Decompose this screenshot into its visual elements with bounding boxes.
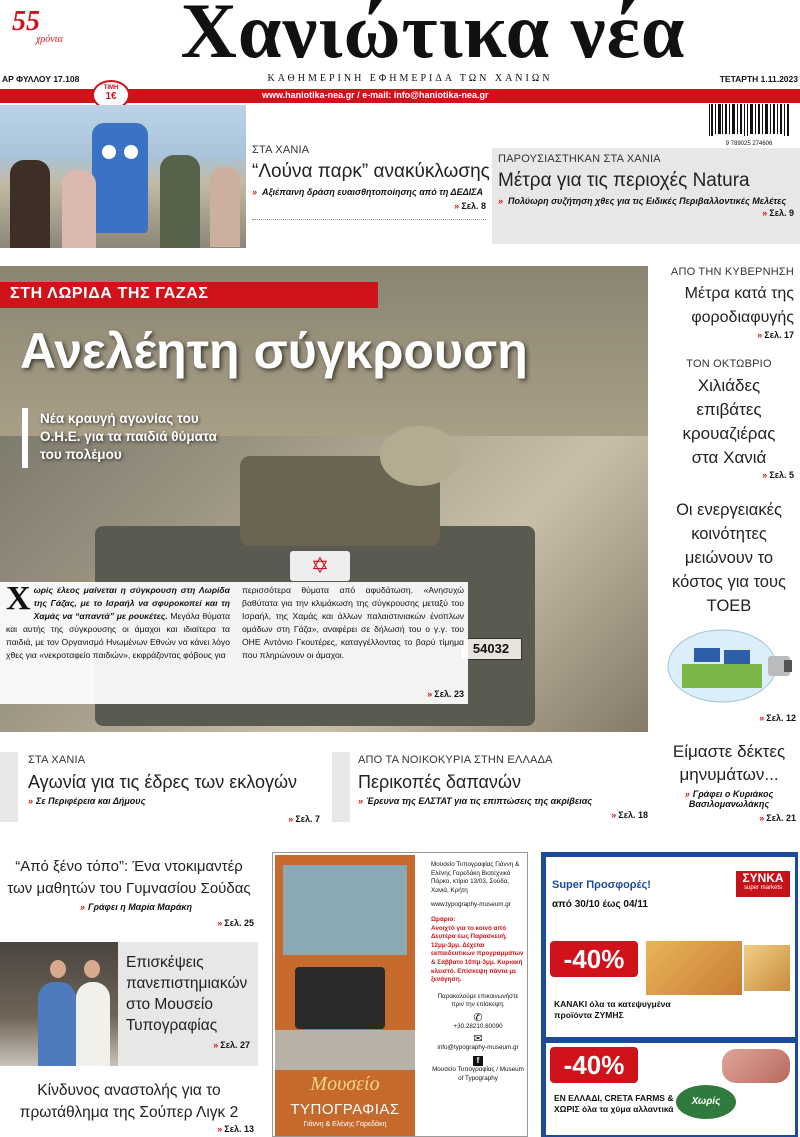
person-head bbox=[84, 960, 100, 978]
contact-line[interactable]: www.haniotika-nea.gr / e-mail: info@haniotika-nea.gr bbox=[262, 90, 489, 100]
story-sub bbox=[358, 796, 648, 806]
offer-text: ΕΝ ΕΛΛΑΔΙ, CRETA FARMS & ΧΩΡΙΣ όλα τα χύμα αλλαντικά bbox=[554, 1093, 674, 1114]
museum-address: Μουσείο Τυπογραφίας Γιάννη & Ελένης Γαρεδάκη Βιοτεχνικό Πάρκο, κτίριο 13/03, Σούδα, Χανιά, Κρήτη bbox=[431, 861, 520, 894]
price-value: 1€ bbox=[105, 91, 117, 102]
story-sub-text: Έρευνα της ΕΛΣΤΑΤ για τις επιπτώσεις της ακρίβειας bbox=[366, 796, 593, 806]
story-sub-text: Αξιέπαινη δράση ευαισθητοποίησης από τη ΔΕΔΙΣΑ bbox=[262, 187, 483, 197]
synka-dates: από 30/10 έως 04/11 bbox=[552, 899, 648, 910]
arrow-icon: » bbox=[252, 187, 258, 197]
story-headline[interactable]: “Από ξένο τόπο”: Ένα ντοκιμαντέρ των μαθητών του Γυμνασίου Σούδας bbox=[7, 858, 251, 897]
page-ref-text: Σελ. 13 bbox=[224, 1124, 254, 1134]
story-headline[interactable]: Είμαστε δέκτες μηνυμάτων... bbox=[672, 742, 786, 784]
lightbulb-illustration bbox=[664, 626, 794, 706]
person-silhouette bbox=[76, 982, 110, 1066]
page-ref-text: Σελ. 7 bbox=[295, 814, 320, 824]
story-kicker: ΠΑΡΟΥΣΙΑΣΤΗΚΑΝ ΣΤΑ ΧΑΝΙΑ bbox=[498, 153, 661, 165]
anniversary-logo bbox=[8, 4, 78, 54]
synka-ad[interactable] bbox=[541, 852, 798, 1137]
anniversary-number: 55 bbox=[12, 6, 40, 37]
museum-hours: Ανοιχτό για το κοινό από Δευτέρα έως Παρασκευή, 12μμ-3μμ. Δέχεται εκπαιδευτικών προγραμμάτων & Σάββατο 10πμ-3μμ. Κυριακή κλειστό. Επίσκεψη πάντα με ξενάγηση. bbox=[431, 924, 524, 984]
person-silhouette bbox=[38, 982, 76, 1066]
museum-ad-info bbox=[431, 861, 525, 1083]
lead-kicker-bar bbox=[0, 282, 378, 308]
story-kicker: ΣΤΑ ΧΑΝΙΑ bbox=[28, 754, 86, 766]
story-sub bbox=[4, 902, 254, 912]
page-ref[interactable] bbox=[662, 813, 796, 823]
divider bbox=[252, 219, 486, 220]
top-left-photo bbox=[0, 105, 246, 248]
story-kicker: ΤΟΝ ΟΚΤΩΒΡΙΟ bbox=[686, 358, 772, 370]
bottom-story-3[interactable] bbox=[4, 1080, 254, 1134]
museum-subtitle: Γιάννη & Ελένης Γαρεδάκη bbox=[303, 1121, 387, 1128]
lead-kicker: ΣΤΗ ΛΩΡΙΔΑ ΤΗΣ ΓΑΖΑΣ bbox=[10, 285, 209, 302]
barcode bbox=[707, 104, 791, 147]
price-label: ΤΙΜΗ bbox=[103, 85, 119, 91]
page-ref-text: Σελ. 9 bbox=[769, 208, 794, 218]
bottom-story-2[interactable] bbox=[118, 942, 258, 1066]
story-kicker: ΣΤΑ ΧΑΝΙΑ bbox=[252, 144, 310, 156]
lead-deck: Νέα κραυγή αγωνίας του Ο.Η.Ε. για τα παιδιά θύματα του πολέμου bbox=[40, 411, 217, 462]
arrow-icon: » bbox=[454, 201, 460, 211]
story-sub bbox=[28, 796, 328, 806]
arrow-icon: » bbox=[358, 796, 364, 806]
page-ref[interactable] bbox=[498, 208, 794, 218]
right-story-3[interactable] bbox=[660, 498, 798, 618]
person-head bbox=[50, 960, 66, 978]
museum-hours-title: Ωράριο: bbox=[431, 915, 456, 923]
page-ref-text: Σελ. 23 bbox=[434, 689, 464, 699]
arrow-icon: » bbox=[498, 196, 504, 206]
offer-product-image bbox=[722, 1049, 790, 1083]
lead-body-col2: περισσότερα θύματα από αφυδάτωση. «Ανησυχώ βαθύτατα για την κλιμάκωση της σύγκρουσης μεταξύ του Ισραήλ, της Χαμάς και άλλων παλαιστινιακών ένοπλων ομάδων στη Γάζα», αναφέρει σε δήλωσή του ο γ.γ. του ΟΗΕ Αντόνιο Γκουτέρες, καταγγέλλοντας το βαρύ τίμημα που πληρώνουν οι άμαχοι. bbox=[242, 585, 464, 660]
right-story-2[interactable] bbox=[664, 358, 794, 480]
arrow-icon: » bbox=[80, 902, 86, 912]
arrow-icon: » bbox=[217, 1124, 223, 1134]
mascot-eye-left bbox=[102, 145, 116, 159]
story-sub bbox=[498, 196, 794, 206]
page-ref[interactable] bbox=[700, 713, 796, 723]
story-headline[interactable]: Μέτρα κατά της φοροδιαφυγής bbox=[684, 285, 794, 326]
page-ref-text: Σελ. 17 bbox=[764, 330, 794, 340]
museum-title-script: Μουσείο bbox=[310, 1073, 380, 1095]
mid-right-story[interactable] bbox=[358, 754, 648, 820]
story-sub-text: Γράφει ο Κυριάκος Βασιλομανωλάκης bbox=[688, 789, 774, 809]
museum-url[interactable]: www.typography-museum.gr bbox=[431, 901, 511, 909]
story-sub bbox=[662, 789, 796, 809]
offer-percent: -40% bbox=[550, 1047, 638, 1083]
story-headline[interactable]: Οι ενεργειακές κοινότητες μειώνουν το κόστος για τους ΤΟΕΒ bbox=[672, 501, 786, 615]
story-kicker: ΑΠΟ ΤΗΝ ΚΥΒΕΡΝΗΣΗ bbox=[670, 266, 794, 278]
satellite-dish bbox=[380, 426, 460, 486]
page-ref[interactable] bbox=[28, 814, 328, 824]
phone-icon: ✆ bbox=[473, 1011, 483, 1024]
page-ref-text: Σελ. 25 bbox=[224, 918, 254, 928]
museum-ad[interactable] bbox=[272, 852, 528, 1137]
facebook-icon: f bbox=[473, 1056, 483, 1066]
lead-body-text: Μεγάλα θύματα και αυτής της σύγκρουσης οι άμαχοι και ιδιαίτερα τα παιδιά, με τον Οργανισμό Ηνωμένων Εθνών να κάνει λόγο χθες για «νεκροταφείο παιδιών», εκφράζοντας φόβους για bbox=[6, 611, 231, 660]
page-ref[interactable] bbox=[358, 810, 648, 820]
person-silhouette bbox=[160, 155, 200, 248]
page-ref[interactable] bbox=[380, 689, 464, 699]
mid-right-marker bbox=[332, 752, 350, 822]
tagline: ΚΑΘΗΜΕΡΙΝΗ ΕΦΗΜΕΡΙΔΑ ΤΩΝ ΧΑΝΙΩΝ bbox=[267, 73, 553, 84]
arrow-icon: » bbox=[757, 330, 763, 340]
lead-body-intro: ωρίς έλεος μαίνεται η σύγκρουση στη Λωρίδα της Γάζας, με το Ισραήλ να σφυροκοπεί και τη Χαμάς να “απαντά” με ρουκέτες. bbox=[33, 585, 230, 621]
offer-percent: -40% bbox=[550, 941, 638, 977]
offer-text: ΚΑΝΑΚΙ όλα τα κατεψυγμένα προϊόντα ΖΥΜΗΣ bbox=[554, 999, 671, 1020]
page-ref-text: Σελ. 5 bbox=[769, 470, 794, 480]
museum-floor bbox=[275, 1030, 415, 1070]
museum-title: ΤΥΠΟΓΡΑΦΙΑΣ bbox=[290, 1101, 400, 1118]
story-headline[interactable]: Αγωνία για τις έδρες των εκλογών bbox=[28, 772, 298, 792]
arrow-icon: » bbox=[684, 789, 690, 799]
top-right-story[interactable] bbox=[492, 148, 800, 244]
synka-logo bbox=[736, 871, 790, 897]
drop-cap: Χ bbox=[6, 580, 31, 617]
offer-product-image bbox=[744, 945, 790, 991]
synka-offer-2[interactable] bbox=[546, 1043, 795, 1135]
page-ref[interactable] bbox=[252, 201, 486, 211]
synka-header bbox=[546, 857, 795, 941]
story-kicker: ΑΠΟ ΤΑ ΝΟΙΚΟΚΥΡΙΑ ΣΤΗΝ ΕΛΛΑΔΑ bbox=[358, 754, 553, 766]
story-headline[interactable]: “Λούνα παρκ” ανακύκλωσης bbox=[252, 161, 490, 182]
page-ref[interactable] bbox=[126, 1040, 250, 1050]
story-headline[interactable]: Μέτρα για τις περιοχές Natura bbox=[498, 170, 750, 191]
issue-date: ΤΕΤΑΡΤΗ 1.11.2023 bbox=[719, 74, 798, 84]
museum-contact-note: Παρακαλούμε επικοινωνήστε πριν την επίσκεψη: bbox=[437, 992, 519, 1009]
mascot-eye-right bbox=[124, 145, 138, 159]
mid-left-story[interactable] bbox=[28, 754, 328, 824]
synka-brand: ΣΥΝΚΑ bbox=[742, 871, 784, 885]
story-headline[interactable]: Περικοπές δαπανών bbox=[358, 772, 521, 792]
story-sub-text: Γράφει η Μαρία Μαράκη bbox=[88, 902, 192, 912]
story-headline[interactable]: Κίνδυνος αναστολής για το πρωτάθλημα της Σούπερ Λιγκ 2 bbox=[19, 1082, 239, 1121]
offer-brand: Χωρίς bbox=[691, 1096, 721, 1107]
lead-body-col1 bbox=[6, 580, 231, 662]
museum-window bbox=[283, 865, 407, 955]
arrow-icon: » bbox=[28, 796, 34, 806]
newspaper-title: Χανιώτικα νέα bbox=[180, 0, 686, 74]
page-ref[interactable] bbox=[664, 330, 794, 340]
synka-offer-1[interactable] bbox=[546, 937, 795, 1037]
offer-product-image bbox=[646, 941, 742, 995]
page-ref-text: Σελ. 18 bbox=[618, 810, 648, 820]
museum-email[interactable]: info@typography-museum.gr bbox=[437, 1043, 519, 1051]
arrow-icon: » bbox=[213, 1040, 219, 1050]
arrow-icon: » bbox=[759, 813, 765, 823]
page-ref-text: Σελ. 12 bbox=[766, 713, 796, 723]
printing-press bbox=[295, 967, 385, 1029]
page-ref-text: Σελ. 8 bbox=[461, 201, 486, 211]
lightbulb-icon bbox=[664, 626, 794, 706]
barcode-number: 9 789025 274606 bbox=[725, 141, 773, 147]
anniversary-word: χρόνια bbox=[36, 34, 63, 45]
museum-phone[interactable]: +30.28210.80090 bbox=[453, 1022, 503, 1030]
person-silhouette bbox=[10, 160, 50, 248]
bottom-story-1[interactable] bbox=[4, 856, 254, 928]
arrow-icon: » bbox=[762, 208, 768, 218]
email-icon: ✉ bbox=[473, 1033, 483, 1046]
recycling-mascot bbox=[92, 123, 148, 233]
lead-headline[interactable]: Ανελέητη σύγκρουση bbox=[20, 323, 528, 379]
museum-social[interactable]: Μουσείο Τυπογραφίας / Museum of Typography bbox=[432, 1066, 524, 1082]
page-ref[interactable] bbox=[4, 918, 254, 928]
right-story-4[interactable] bbox=[662, 740, 796, 823]
mid-left-marker bbox=[0, 752, 18, 822]
person-silhouette bbox=[62, 170, 96, 248]
arrow-icon: » bbox=[611, 810, 617, 820]
arrow-icon: » bbox=[759, 713, 765, 723]
arrow-icon: » bbox=[217, 918, 223, 928]
synka-brand-sub: super markets bbox=[743, 885, 782, 891]
synka-banner: Super Προσφορές! bbox=[552, 879, 651, 891]
story-sub bbox=[252, 187, 486, 197]
page-ref-text: Σελ. 21 bbox=[766, 813, 796, 823]
story-headline[interactable]: Επισκέψεις πανεπιστημιακών στο Μουσείο Τυπογραφίας bbox=[126, 954, 248, 1034]
arrow-icon: » bbox=[427, 689, 433, 699]
lead-deck-marker bbox=[22, 408, 28, 468]
page-ref[interactable] bbox=[664, 470, 794, 480]
arrow-icon: » bbox=[762, 470, 768, 480]
barcode-bars bbox=[707, 104, 791, 136]
person-silhouette bbox=[210, 167, 240, 247]
page-ref[interactable] bbox=[4, 1124, 254, 1134]
story-sub-text: Πολύωρη συζήτηση χθες για τις Ειδικές Περιβαλλοντικές Μελέτες bbox=[508, 196, 787, 206]
right-story-1[interactable] bbox=[664, 266, 794, 340]
bottom-story-2-photo bbox=[0, 942, 118, 1066]
star-of-david-icon: ✡ bbox=[290, 551, 350, 581]
museum-ad-photo bbox=[275, 855, 415, 1136]
story-headline[interactable]: Χιλιάδες επιβάτες κρουαζιέρας στα Χανιά bbox=[682, 376, 776, 467]
top-left-story[interactable] bbox=[252, 144, 490, 220]
page-ref-text: Σελ. 27 bbox=[220, 1040, 250, 1050]
offer-brand-badge bbox=[676, 1085, 736, 1119]
story-sub-text: Σε Περιφέρεια και Δήμους bbox=[36, 796, 146, 806]
vehicle-plate: 54032 bbox=[460, 638, 522, 660]
issue-number: ΑΡ ΦΥΛΛΟΥ 17.108 bbox=[2, 74, 80, 84]
arrow-icon: » bbox=[288, 814, 294, 824]
